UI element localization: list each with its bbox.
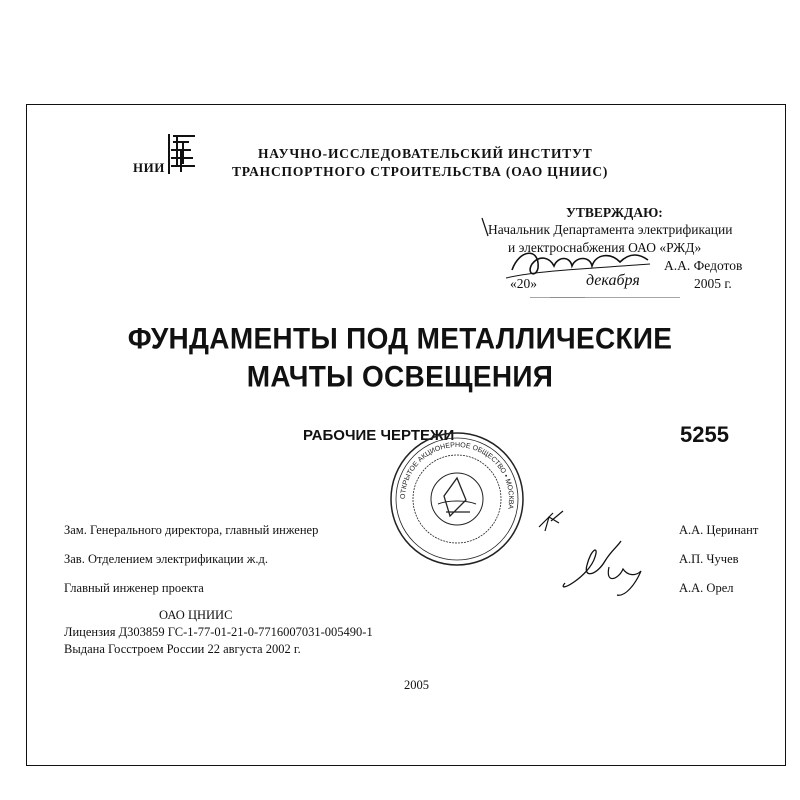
- logo-text: НИИ: [133, 160, 165, 175]
- approval-name: А.А. Федотов: [664, 258, 743, 273]
- organization-stamp-icon: [388, 430, 526, 568]
- approval-heading: УТВЕРЖДАЮ:: [566, 205, 663, 220]
- approval-date-year: 2005 г.: [694, 276, 732, 291]
- signatory-position-2: Зав. Отделением электрификации ж.д.: [64, 552, 268, 566]
- footer-year: 2005: [404, 678, 429, 692]
- institute-line-1: НАУЧНО-ИССЛЕДОВАТЕЛЬСКИЙ ИНСТИТУТ: [258, 146, 593, 161]
- document-title-line-2: МАЧТЫ ОСВЕЩЕНИЯ: [246, 360, 554, 393]
- signatory-signatures-icon: [525, 505, 675, 605]
- signatory-name-3: А.А. Орел: [679, 581, 734, 595]
- document-number: 5255: [680, 422, 729, 447]
- svg-text:ОТКРЫТОЕ АКЦИОНЕРНОЕ ОБЩЕСТВО: [400, 442, 514, 510]
- stamp-text: ОТКРЫТОЕ АКЦИОНЕРНОЕ ОБЩЕСТВО • МОСКВА: [399, 441, 515, 510]
- signatory-name-2: А.П. Чучев: [679, 552, 739, 566]
- approval-position-line-1: Начальник Департамента электрификации: [488, 222, 733, 237]
- approval-position-line-2: и электроснабжения ОАО «РЖД»: [508, 240, 702, 255]
- license-org: ОАО ЦНИИС: [159, 608, 233, 622]
- document-subtitle: РАБОЧИЕ ЧЕРТЕЖИ: [303, 427, 455, 444]
- signatory-position-1: Зам. Генерального директора, главный инженер: [64, 523, 319, 537]
- approval-date-month: декабря: [586, 272, 640, 289]
- license-issued: Выдана Госстроем России 22 августа 2002 г.: [64, 642, 301, 656]
- document-title-line-1: ФУНДАМЕНТЫ ПОД МЕТАЛЛИЧЕСКИЕ: [127, 322, 673, 355]
- institute-line-2: ТРАНСПОРТНОГО СТРОИТЕЛЬСТВА (ОАО ЦНИИС): [232, 164, 609, 179]
- approval-date-day: «20»: [510, 276, 537, 291]
- signatory-position-3: Главный инженер проекта: [64, 581, 204, 595]
- signatory-name-1: А.А. Церинант: [679, 523, 759, 537]
- license-number: Лицензия Д303859 ГС-1-77-01-21-0-7716007031-005490-1: [64, 625, 373, 639]
- approval-signature-icon: [480, 208, 680, 298]
